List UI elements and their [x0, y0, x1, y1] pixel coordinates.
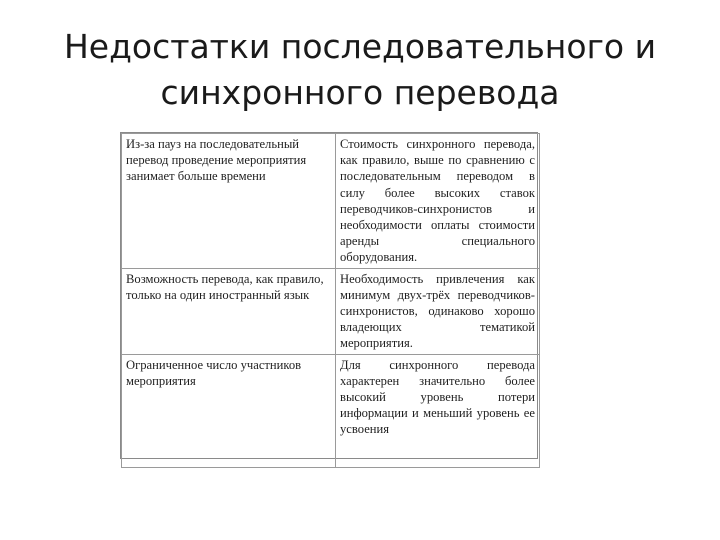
simultaneous-disadvantage-cell: Необходимость привлечения как минимум двух-трёх переводчиков-синхронистов, одинаково хорошо владеющих тематикой мероприятия.	[336, 268, 540, 354]
table-row	[122, 134, 540, 269]
consecutive-disadvantage-cell: Из-за пауз на последовательный перевод проведение мероприятия занимает больше времени	[122, 134, 336, 269]
slide-title	[40, 24, 680, 116]
table-row	[122, 354, 540, 467]
table-row	[122, 268, 540, 354]
simultaneous-disadvantage-cell: Стоимость синхронного перевода, как правило, выше по сравнению с последовательным переводом в силу более высоких ставок переводчиков-синхронистов и необходимости оплаты стоимости аренды специального оборудования.	[336, 134, 540, 269]
simultaneous-disadvantage-cell: Для синхронного перевода характерен значительно более высокий уровень потери информации и меньший уровень ее усвоения	[336, 354, 540, 467]
comparison-table	[121, 133, 540, 468]
slide-title-line-1: Недостатки последовательного и	[63, 27, 657, 66]
slide-title-line-2: синхронного перевода	[160, 73, 560, 112]
comparison-table-frame	[120, 132, 538, 459]
consecutive-disadvantage-cell: Ограниченное число участников мероприятия	[122, 354, 336, 467]
consecutive-disadvantage-cell: Возможность перевода, как правило, только на один иностранный язык	[122, 268, 336, 354]
